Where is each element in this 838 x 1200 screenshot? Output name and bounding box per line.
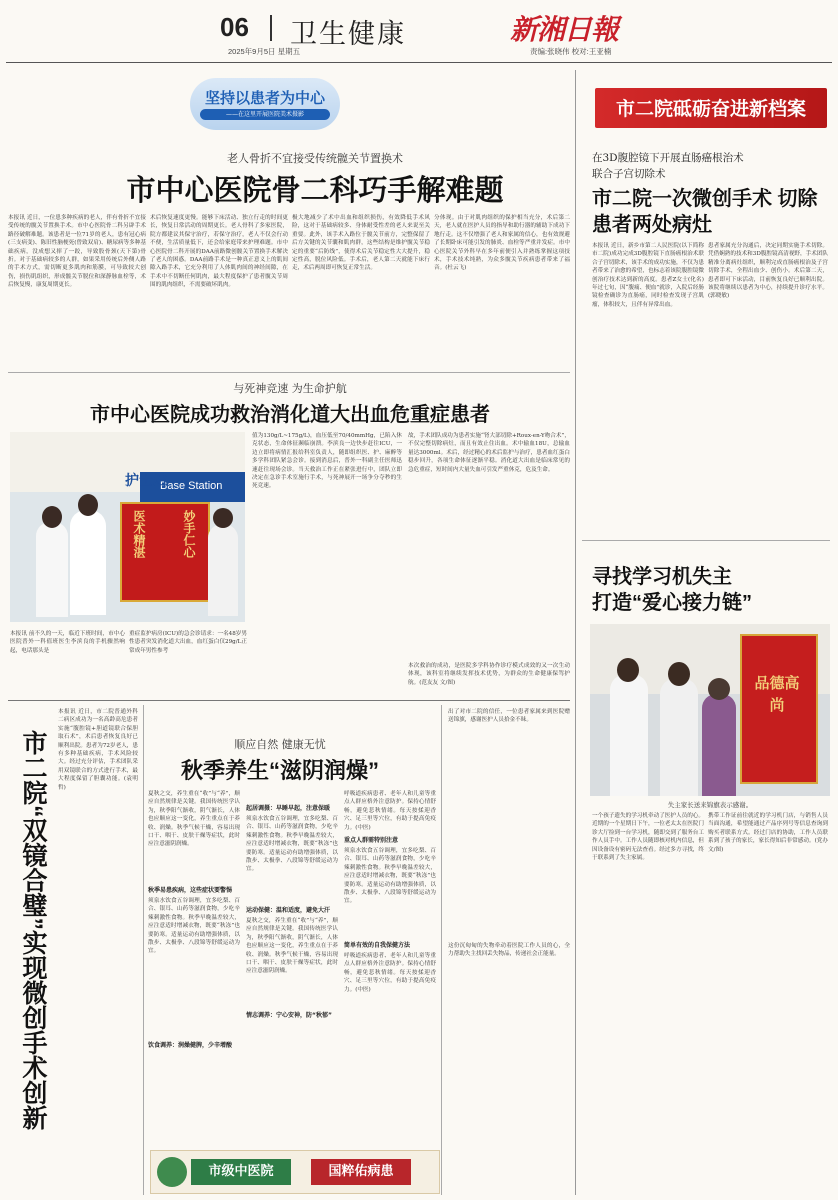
page-number: 06 (220, 12, 249, 42)
ad-text-1: 市级中医院 (191, 1159, 291, 1185)
article4-photo (590, 624, 830, 796)
article2-photo (10, 432, 245, 622)
banner-left-title: 坚持以患者为中心 (204, 90, 325, 107)
article1-kicker: 老人骨折不宜接受传统髋关节置换术 (227, 152, 403, 165)
bottom-ad (150, 1150, 440, 1194)
article3-col2: 患者家属充分沟通后，决定同期实施手术切除。凭借娴熟的技术和3D腹腔镜高清视野，手术团队精准分离病灶组织，顺利完成直肠癌根治及子宫切除手术，全程出血少、创伤小。术后第二天，患者即可下床活动，目前恢复良好已顺利出院。该院将继续以患者为中心，持续提升诊疗水平。(郭晓敏) (708, 243, 828, 300)
article7-col1: 出了对市二院的信任，一位患者家属来到医院赠送锦旗，感谢医护人员拾金不昧。 (448, 709, 570, 724)
newspaper-logo: 新湘日報 (510, 13, 619, 46)
article4-caption: 失主家长送来锦旗表示感谢。 (667, 801, 753, 809)
article6-section-b: 饮食调养：润燥健脾，少辛增酸 (148, 1042, 233, 1049)
article6-col1b: 须泉水饮食五谷调理，宜多吃梨、百合、银耳、山药等滋润食物，少吃辛辣刺激性食物。秋季早晚温差较大，应注意适时增减衣物，既要“秋冻”也要防寒。适量运动有助增强体质，以散步、太极拳、八段锦等舒缓运动为宜。 (148, 898, 240, 955)
date-line: 2025年9月5日 星期五 (228, 47, 301, 56)
article3-kicker: 在3D腹腔镜下开展直肠癌根治术 联合子宫切除术 (592, 152, 744, 180)
ad-text-2: 国粹佑病患 (311, 1159, 411, 1185)
masthead (0, 0, 838, 62)
article6-section-e: 情志调养：宁心安神，防“秋郁” (246, 1012, 332, 1019)
article6-section-f: 重点人群需特别注意 (344, 837, 399, 844)
article5-vertical-title: 市二院“双镜合璧”实现微创手术创新 (19, 730, 47, 1130)
section-title: 卫生健康 (290, 19, 406, 50)
article6-col3b: 须泉水饮食五谷调理，宜多吃梨、百合、银耳、山药等滋润食物，少吃辛辣刺激性食物。秋季早晚温差较大，应注意适时增减衣物，既要“秋冻”也要防寒。适量运动有助增强体质，以散步、太极拳、八段锦等舒缓运动为宜。 (344, 848, 436, 905)
banner-left-subtitle: ——在这里开展医院美术摄影 (200, 109, 330, 120)
article7-col2: 这份沉甸甸的失物牵动着医院工作人员的心，全力帮助失主找回丢失物品，传递社会正能量。 (448, 943, 570, 958)
article4-banner-cn: 品德高尚 (754, 674, 800, 714)
banner-right (595, 88, 827, 128)
article6-col1: 夏秋之交，养生重在“收”与“养”，顺应自然规律是关键。我国传统医学认为，秋季阳气渐收，阴气渐长，人体也应顺应这一变化，养生重点在于养收、润燥。秋季气候干燥，容易出现口干、咽干、皮肤干燥等症状，此时应注意滋阴润燥。 (148, 791, 240, 848)
banner-text-left: 医术精湛 (132, 510, 146, 558)
article1-headline: 市中心医院骨二科巧手解难题 (126, 175, 504, 207)
article4-headline: 寻找学习机失主 打造“爱心接力链” (592, 566, 752, 614)
article2-col2: 值为130g/L~175g/L)，血压低至70/40mmHg，已陷入休克状态，生命体征濒临崩溃。李滨良一边快步赶往ICU，一边立即将病情汇报给科室负责人，随即组织医、护、麻醉等多学科团队紧急会诊。接到消息后，普外一科副主任医师迅速赶往现场会诊。当天救治工作正在紧张进行中，团队立即决定在急诊手术室施行手术，与死神展开一场争分夺秒的生死竞速。 (252, 433, 402, 490)
article6-col2: 须泉水饮食五谷调理，宜多吃梨、百合、银耳、山药等滋润食物，少吃辛辣刺激性食物。秋季早晚温差较大，应注意适时增减衣物，既要“秋冻”也要防寒。适量运动有助增强体质，以散步、太极拳、八段锦等舒缓运动为宜。 (246, 816, 338, 873)
article2-col1: 本报讯 前不久的一天，临近下班时间，市中心医院普外一科值班医生李滨良的手机骤然响起，电话那头是 (10, 631, 125, 654)
article2-headline: 市中心医院成功救治消化道大出血危重症患者 (90, 404, 490, 426)
photo-sign-text: Base Station (160, 480, 223, 492)
article1-col4: 分体现。由于对肌肉组织的保护相当充分，术后第二天，老人就在医护人员的指导和助行器的辅助下成功下地行走。这不仅增强了老人和家属的信心，也有效规避了长期卧床可能引发的肺炎、血栓等严重并发症。市中心医院关节外科早在多年前便引入并熟练掌握这项技术，手术技术纯熟，为众多髋关节疾病患者带来了福音。(杜云飞) (434, 215, 570, 272)
article5-body: 本报讯 近日，市二院普通外科二病区成功为一名高龄高危患者实施“腹腔镜+胆道镜联合保胆取石术”，术后患者恢复良好已顺利出院。患者为72岁老人，患有多种基础疾病，手术风险较大。经过充分评估，手术团队采用双镜联合的方式进行手术，最大程度保留了胆囊功能。(袁明哲) (58, 709, 138, 791)
article6-section-c: 起居调摄：早睡早起，注意保暖 (246, 805, 331, 812)
article6-headline: 秋季养生“滋阴润燥” (180, 758, 379, 783)
article4-col1: 一个孩子遗失的学习机牵动了医护人员的心。近期的一个星期日下午，一位老太太在医院门诊大厅捡到一台学习机，随即交到了服务台工作人员手中。工作人员随即核对机内信息，但因设备设有密码无法查看。经过多方寻找，终于联系到了失主家属。 (592, 813, 704, 862)
banner-left (190, 78, 340, 130)
article4-col2: 携带工作证前往就近的学习机门店，与销售人员当面沟通，希望能通过产品序列号等信息查询到购买者联系方式。经过门店的协助，工作人员联系到了孩子的家长，家长得知后非常感动。(党办 文/图) (708, 813, 828, 853)
article6-section-g: 简单有效的自我保健方法 (344, 942, 411, 949)
article6-col3c: 呼吸道疾病患者、老年人和儿童等重点人群应格外注意防护。保持心情舒畅，避免悲秋情绪。每天按揉迎香穴、足三里等穴位，有助于提高免疫力。(中医) (344, 953, 436, 993)
article6-section-a: 秋季易患疾病，这些症状要警惕 (148, 887, 233, 894)
article3-headline: 市二院一次微创手术 切除患者两处病灶 (592, 188, 818, 236)
article1-col3: 极大地减少了术中出血和组织损伤，有效降低手术风险，这对于基础病较多、身体耐受性差的老人来说至关重要。此外，该手术入路位于髋关节前方，完整保留了后方关键的关节囊和肌肉群，这些结构是维护髋关节稳定的重要“后防线”，使得术后关节稳定性大大提升，稳定性高，脱位风险低。手术后，老人第二天就能下床行走，术后两周即可恢复正常生活。 (292, 215, 430, 272)
article1-col1: 本报讯 近日，一位患多种疾病的老人，伴有骨折不宜接受传统的髋关节置换手术。市中心医院骨二科另辟手术路径破解难题。该患者是一位71岁的老人，患有冠心病(三支病变)、陈旧性脑梗死(曾致双肩)、糖尿病等多种基础疾病，没成想又摔了一跤，导致股骨颈(天下第)骨折。对于基础病较多的人群，如果采用传统后外侧人路的手术方式，需切断更多肌肉和筋膜，可导致较大创伤，损伤肌组织，形成髋关节脱位和深静脉血栓等，术后恢复慢，康复周期更长。 (8, 215, 146, 289)
editors-line: 责编:张晓伟 校对:王亚楠 (530, 47, 612, 56)
banner-text-right: 妙手仁心 (182, 510, 196, 558)
article6-kicker: 顺应自然 健康无忧 (234, 738, 326, 751)
article6-section-d: 运动保健：温和适度，避免大汗 (246, 907, 331, 914)
article6-col3: 呼吸道疾病患者、老年人和儿童等重点人群应格外注意防护。保持心情舒畅，避免悲秋情绪。每天按揉迎香穴、足三里等穴位，有助于提高免疫力。(中医) (344, 791, 436, 830)
article6-col2b: 夏秋之交，养生重在“收”与“养”，顺应自然规律是关键。我国传统医学认为，秋季阳气渐收，阴气渐长，人体也应顺应这一变化，养生重点在于养收、润燥。秋季气候干燥，容易出现口干、咽干、皮肤干燥等症状，此时应注意滋阴润燥。 (246, 918, 338, 975)
banner-right-title: 市二院砥砺奋进新档案 (615, 99, 806, 120)
photo-sign-cn: 护士站 (125, 473, 167, 489)
article2-col1b: 重症监护病房(ICU)的急会诊请求：一名48岁男性患者突发消化道大出血，血红蛋白仅29g/L正常成年男性参考 (129, 631, 247, 654)
article2-kicker: 与死神竞速 为生命护航 (233, 382, 347, 395)
article3-col1: 本报讯 近日，新乡市第二人民医院(以下简称市二院)成功完成3D腹腔镜下直肠癌根治术联合子宫切除术，该手术的成功实施，不仅为患者带来了治愈的希望，也标志着该院腹腔镜微创治疗技术达到新的高度。患者Z女士(化名)年过七旬，因“腹痛、便血”就诊，入院后经肠镜检查确诊为直肠癌，同时检查发现子宫肌瘤，体积较大，且伴有异常出血。 (592, 243, 704, 308)
article1-col2: 术后恢复速度更慢。能够下床活动、独立行走的时间更长，恢复日常活动的周期更长。老人骨科了多家医院，院方都建议其保守治疗，若保守治疗，老人不仅会行动不便，生活质量低下，还会给家庭带来护理难题。市中心医院骨二科开展的DAA前路微创髋关节置换手术解决了老人的困惑。DAA前路手术是一种真正意义上的肌间隙入路手术，它充分利用了人体肌肉间的神经间隙，在手术中不切断任何肌肉，最大程度保护了患者髋关节周围的肌肉组织，不需要破坏肌肉。 (150, 215, 288, 289)
article2-col4: 本次救治的成功，是医院多学科协作诊疗模式成效的又一次生动体现，该科室将继续发挥技术优势，为群众的生命健康保驾护航。(范友友 文/图) (408, 663, 570, 686)
article2-col3: 故，手术团队成功为患者实施“肾大部切除+Roux-en-Y吻合术”，不仅完整切除病灶，而且有效止住出血。术中输血18U，总输血量达3000ml。术后，经过精心的术后监护与治疗，患者血红蛋白稳步回升，各项生命体征逐渐平稳。消化道大出血是临床常见的急危重症，短时间内大量失血可引发严重休克，危及生命。 (408, 433, 570, 473)
